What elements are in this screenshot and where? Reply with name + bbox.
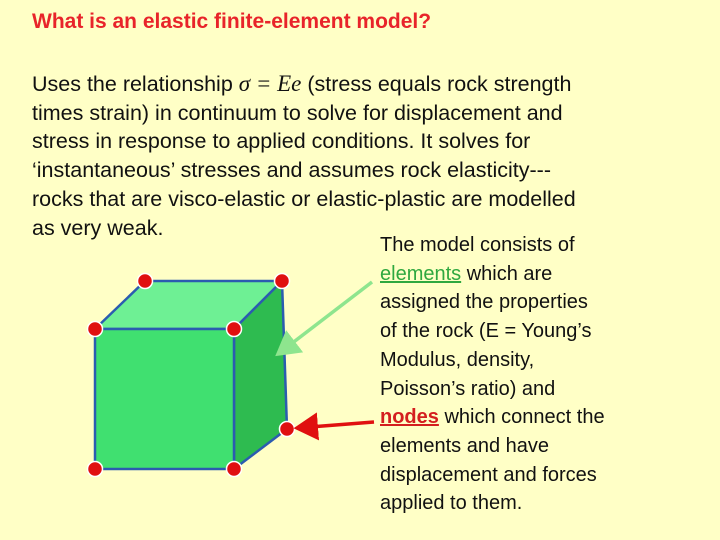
node-top-left-front [88,322,103,337]
body-line-5: rocks that are visco-elastic or elastic-plastic are modelled [32,186,576,211]
side-line-2: elements which are [380,262,553,285]
body-line-2: times strain) in continuum to solve for displacement and [32,100,563,125]
body-line-6: as very weak. [32,215,164,240]
side-line-6: Poisson’s ratio) and [380,377,556,400]
node-bottom-left-front [88,462,103,477]
node-top-right-back [275,274,290,289]
body-line-4: ‘instantaneous’ stresses and assumes rock elasticity--- [32,158,551,183]
cube-front-face [95,329,234,469]
arrow-to-node [297,422,374,428]
side-line-5: Modulus, density, [380,348,535,371]
elements-keyword: elements [380,262,462,285]
node-top-left-back [138,274,153,289]
node-bottom-right-front [227,462,242,477]
side-line-1: The model consists of [380,234,575,256]
slide-title: What is an elastic finite-element model? [32,10,432,33]
side-line-4: of the rock (E = Young’s [380,320,592,343]
body-line-1: Uses the relationship σ = Ee (stress equals rock strength [32,71,572,96]
arrow-to-element [278,282,372,354]
side-line-8: elements and have [380,434,550,457]
node-bottom-right-back [280,422,295,437]
nodes-keyword: nodes [380,406,439,429]
side-line-9: displacement and forces [380,463,597,486]
side-line-10: applied to them. [380,492,523,515]
model-description [380,231,680,518]
side-line-7: nodes which connect the [380,406,605,429]
cube [95,281,287,469]
body-line-3: stress in response to applied conditions. It solves for [32,129,531,154]
side-line-3: assigned the properties [380,291,588,314]
node-top-right-front [227,322,242,337]
stress-strain-formula: σ = Ee [238,71,302,96]
